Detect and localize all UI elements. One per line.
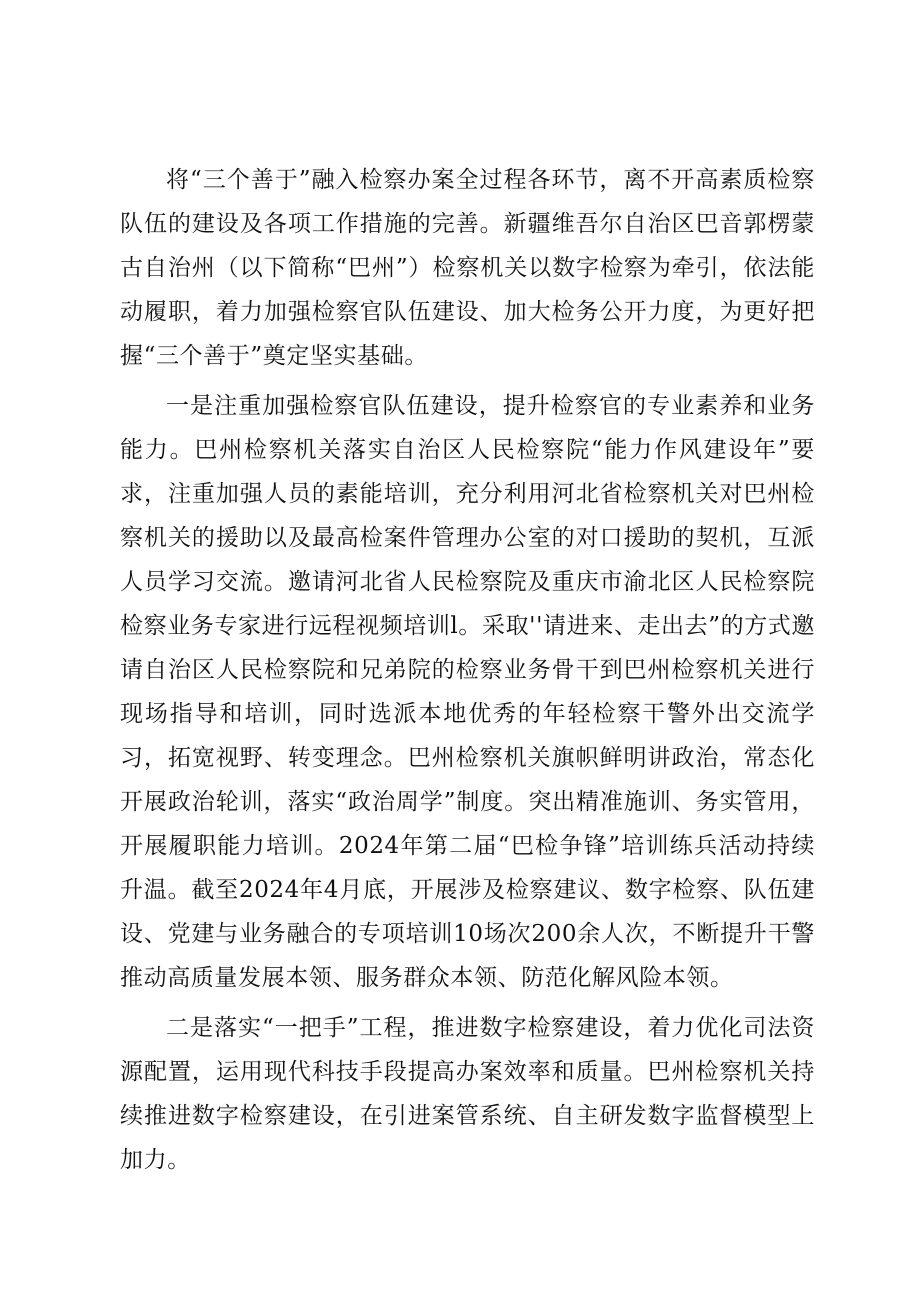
paragraph-point-one: 一是注重加强检察官队伍建设，提升检察官的专业素养和业务能力。巴州检察机关落实自治区人民检察院“能力作风建设年”要求，注重加强人员的素能培训，充分利用河北省检察机关对巴州检察机关的援助以及最高检案件管理办公室的对口援助的契机，互派人员学习交流。邀请河北省人民检察院及重庆市渝北区人民检察院检察业务专家进行远程视频培训l。采取''请进来、走出去”的方式邀请自治区人民检察院和兄弟院的检察业务骨干到巴州检察机关进行现场指导和培训，同时选派本地优秀的年轻检察干警外出交流学习，拓宽视野、转变理念。巴州检察机关旗帜鲜明讲政治，常态化开展政治轮训，落实“政治周学”制度。突出精准施训、务实管用，开展履职能力培训。2024年第二届“巴检争锋”培训练兵活动持续升温。截至2024年4月底，开展涉及检察建议、数字检察、队伍建设、党建与业务融合的专项培训10场次200余人次，不断提升干警推动高质量发展本领、服务群众本领、防范化解风险本领。: [120, 393, 815, 991]
document-body: [120, 158, 815, 1188]
paragraph-point-two: 二是落实“一把手”工程，推进数字检察建设，着力优化司法资源配置，运用现代科技手段提高办案效率和质量。巴州检察机关持续推进数字检察建设，在引进案管系统、自主研发数字监督模型上加力。: [120, 1015, 815, 1173]
paragraph-intro: 将“三个善于”融入检察办案全过程各环节，离不开高素质检察队伍的建设及各项工作措施的完善。新疆维吾尔自治区巴音郭楞蒙古自治州（以下简称“巴州”）检察机关以数字检察为牵引，依法能动履职，着力加强检察官队伍建设、加大检务公开力度，为更好把握“三个善于”奠定坚实基础。: [120, 167, 815, 369]
